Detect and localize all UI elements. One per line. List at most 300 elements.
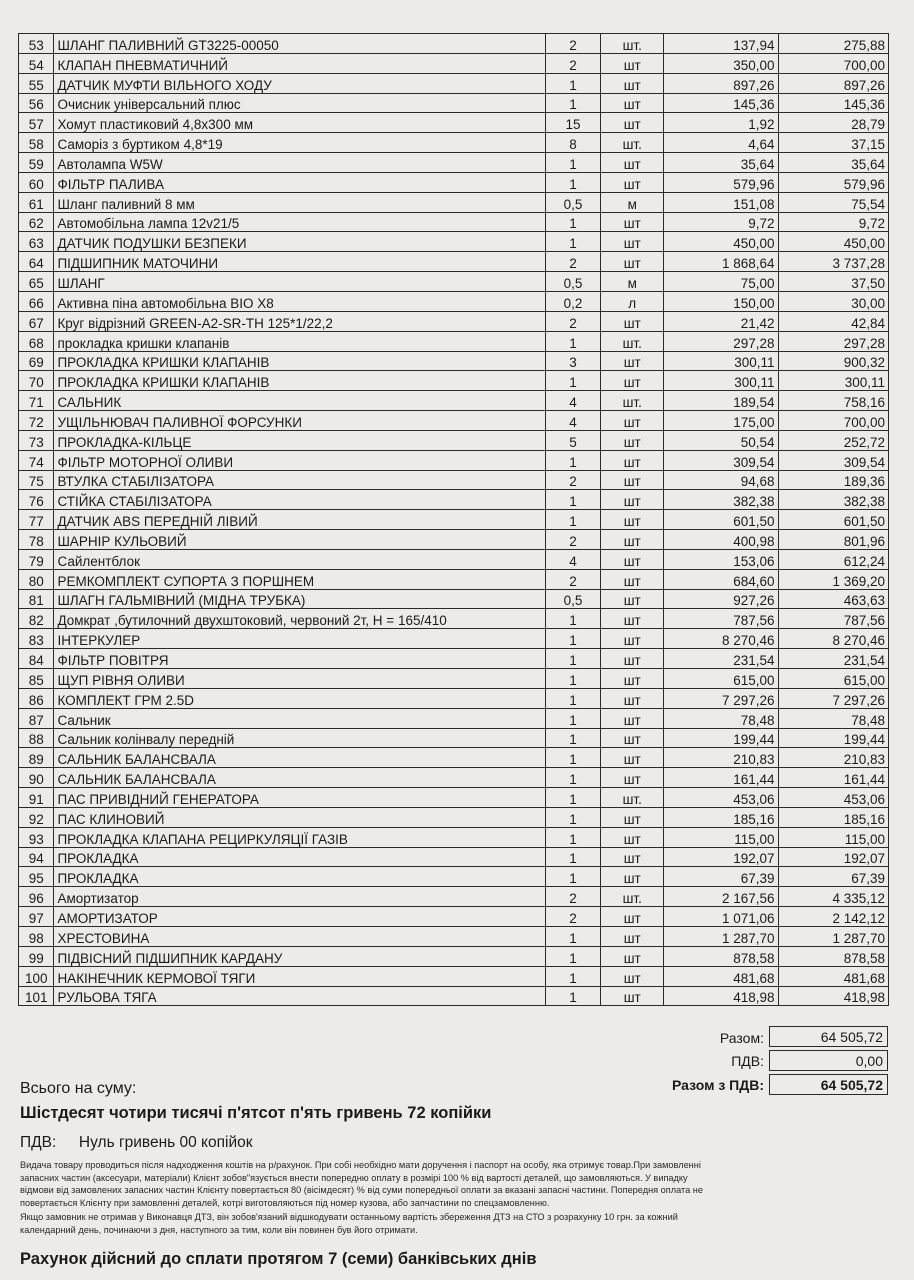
item-unit: м [601,272,664,292]
item-name: ІНТЕРКУЛЕР [54,629,545,649]
table-row [19,53,889,73]
item-sum: 37,50 [778,272,888,292]
item-name: Автолампа W5W [54,153,545,173]
item-unit: шт [601,986,664,1006]
total-label: Разом з ПДВ: [672,1077,764,1093]
item-quantity: 1 [545,986,601,1006]
item-unit: шт [601,649,664,669]
row-number: 73 [19,430,54,450]
item-sum: 231,54 [778,649,888,669]
item-quantity: 2 [545,311,601,331]
vat-label: ПДВ: [731,1053,764,1069]
item-sum: 161,44 [778,768,888,788]
item-name: Саморіз з буртиком 4,8*19 [54,133,545,153]
item-unit: шт [601,450,664,470]
item-name: ПАС КЛИНОВИЙ [54,807,545,827]
item-price: 927,26 [664,589,778,609]
item-unit: шт [601,867,664,887]
vat-words-text: Нуль гривень 00 копійок [78,1134,253,1151]
table-row [19,93,889,113]
item-quantity: 8 [545,133,601,153]
item-name: ШАРНІР КУЛЬОВИЙ [54,530,545,550]
item-sum: 801,96 [778,530,888,550]
table-row [19,768,889,788]
row-number: 101 [19,986,54,1006]
table-row [19,946,889,966]
table-row [19,192,889,212]
row-number: 87 [19,708,54,728]
item-price: 897,26 [664,73,778,93]
row-number: 53 [19,34,54,54]
item-unit: шт [601,93,664,113]
item-quantity: 1 [545,371,601,391]
item-quantity: 4 [545,391,601,411]
item-sum: 189,36 [778,470,888,490]
item-quantity: 1 [545,510,601,530]
item-unit: шт [601,708,664,728]
item-sum: 1 369,20 [778,569,888,589]
item-name: РУЛЬОВА ТЯГА [54,986,545,1006]
item-name: ДАТЧИК ABS ПЕРЕДНІЙ ЛІВИЙ [54,510,545,530]
validity-note: Рахунок дійсний до сплати протягом 7 (семи) банківських днів [20,1250,537,1268]
table-row [19,252,889,272]
item-quantity: 15 [545,113,601,133]
item-name: Автомобільна лампа 12v21/5 [54,212,545,232]
item-sum: 787,56 [778,609,888,629]
terms-line: запасних частин (аксесуари, матеріали) Клієнт зобов"язується внести попередню оплату в розмірі 100 % від вартості деталей, що замовляються. У випадку [20,1172,688,1183]
item-price: 78,48 [664,708,778,728]
item-name: Сальник [54,708,545,728]
table-row [19,411,889,431]
item-sum: 30,00 [778,291,888,311]
item-price: 1 287,70 [664,926,778,946]
item-price: 1 868,64 [664,252,778,272]
item-price: 210,83 [664,748,778,768]
item-unit: шт [601,589,664,609]
row-number: 57 [19,113,54,133]
table-row [19,351,889,371]
table-row [19,113,889,133]
item-price: 1,92 [664,113,778,133]
table-row [19,430,889,450]
item-price: 4,64 [664,133,778,153]
table-row [19,649,889,669]
item-price: 450,00 [664,232,778,252]
item-name: Шланг паливний 8 мм [54,192,545,212]
table-row [19,867,889,887]
table-row [19,986,889,1006]
item-unit: шт [601,549,664,569]
item-quantity: 0,5 [545,192,601,212]
item-sum: 28,79 [778,113,888,133]
items-table-body [19,34,889,1006]
table-row [19,589,889,609]
table-row [19,391,889,411]
table-row [19,609,889,629]
item-unit: шт [601,966,664,986]
item-sum: 9,72 [778,212,888,232]
item-price: 115,00 [664,827,778,847]
item-quantity: 1 [545,728,601,748]
row-number: 81 [19,589,54,609]
item-price: 481,68 [664,966,778,986]
table-row [19,847,889,867]
item-sum: 878,58 [778,946,888,966]
item-unit: шт [601,569,664,589]
item-name: ПРОКЛАДКА КЛАПАНА РЕЦИРКУЛЯЦІЇ ГАЗІВ [54,827,545,847]
item-unit: шт [601,172,664,192]
item-quantity: 1 [545,768,601,788]
row-number: 97 [19,907,54,927]
row-number: 96 [19,887,54,907]
item-unit: шт [601,351,664,371]
item-sum: 309,54 [778,450,888,470]
row-number: 58 [19,133,54,153]
item-price: 75,00 [664,272,778,292]
item-name: Сайлентблок [54,549,545,569]
item-name: ПІДШИПНИК МАТОЧИНИ [54,252,545,272]
item-unit: шт [601,510,664,530]
item-name: ПРОКЛАДКА-КІЛЬЦЕ [54,430,545,450]
item-name: АМОРТИЗАТОР [54,907,545,927]
item-price: 579,96 [664,172,778,192]
row-number: 67 [19,311,54,331]
item-name: ШЛАНГ ПАЛИВНИЙ GT3225-00050 [54,34,545,54]
row-number: 93 [19,827,54,847]
item-name: ПРОКЛАДКА [54,867,545,887]
terms-line: повертається Клієнту при замовленні деталей, котрі виготовляються під номер кузова, або запчастини по спецзамовленню. [20,1197,550,1208]
table-row [19,926,889,946]
row-number: 68 [19,331,54,351]
item-price: 35,64 [664,153,778,173]
row-number: 62 [19,212,54,232]
item-quantity: 1 [545,232,601,252]
item-sum: 382,38 [778,490,888,510]
item-unit: шт [601,728,664,748]
item-unit: м [601,192,664,212]
table-row [19,669,889,689]
item-sum: 42,84 [778,311,888,331]
item-price: 453,06 [664,788,778,808]
row-number: 88 [19,728,54,748]
row-number: 100 [19,966,54,986]
item-quantity: 1 [545,649,601,669]
row-number: 89 [19,748,54,768]
item-unit: шт [601,470,664,490]
table-row [19,291,889,311]
table-row [19,549,889,569]
item-quantity: 0,5 [545,589,601,609]
item-name: КЛАПАН ПНЕВМАТИЧНИЙ [54,53,545,73]
table-row [19,331,889,351]
item-price: 189,54 [664,391,778,411]
row-number: 76 [19,490,54,510]
item-sum: 8 270,46 [778,629,888,649]
table-row [19,73,889,93]
vat-value: 0,00 [769,1050,888,1071]
item-quantity: 1 [545,788,601,808]
item-sum: 601,50 [778,510,888,530]
item-quantity: 1 [545,847,601,867]
item-sum: 897,26 [778,73,888,93]
item-quantity: 1 [545,926,601,946]
sum-in-words: Шістдесят чотири тисячі п'ятсот п'ять гривень 72 копійки [20,1104,492,1122]
item-sum: 2 142,12 [778,907,888,927]
item-name: САЛЬНИК БАЛАНСВАЛА [54,768,545,788]
table-row [19,530,889,550]
row-number: 74 [19,450,54,470]
item-unit: шт [601,53,664,73]
item-sum: 210,83 [778,748,888,768]
table-row [19,510,889,530]
item-sum: 185,16 [778,807,888,827]
table-row [19,172,889,192]
row-number: 78 [19,530,54,550]
item-name: НАКІНЕЧНИК КЕРМОВОЇ ТЯГИ [54,966,545,986]
item-name: УЩІЛЬНЮВАЧ ПАЛИВНОЇ ФОРСУНКИ [54,411,545,431]
item-unit: шт. [601,391,664,411]
sum-words-label: Всього на суму: [20,1080,137,1097]
item-sum: 78,48 [778,708,888,728]
item-quantity: 2 [545,530,601,550]
table-row [19,272,889,292]
item-quantity: 1 [545,867,601,887]
item-price: 175,00 [664,411,778,431]
item-name: РЕМКОМПЛЕКТ СУПОРТА З ПОРШНЕМ [54,569,545,589]
table-row [19,827,889,847]
item-sum: 3 737,28 [778,252,888,272]
item-unit: шт. [601,788,664,808]
item-price: 185,16 [664,807,778,827]
item-unit: шт [601,430,664,450]
item-quantity: 1 [545,708,601,728]
item-unit: шт [601,252,664,272]
item-unit: шт. [601,887,664,907]
item-quantity: 2 [545,34,601,54]
table-row [19,133,889,153]
item-price: 300,11 [664,371,778,391]
item-sum: 300,11 [778,371,888,391]
item-unit: шт [601,490,664,510]
item-price: 145,36 [664,93,778,113]
item-unit: шт [601,153,664,173]
items-table [18,33,889,1006]
item-sum: 297,28 [778,331,888,351]
item-price: 350,00 [664,53,778,73]
table-row [19,728,889,748]
item-price: 7 297,26 [664,688,778,708]
terms-line: відмови від замовлених запасних частин Клієнту повертається 80 (вісімдесят) % від суми попередньої оплати за вказані запасні частини. Попередня оплата не [20,1185,703,1195]
item-sum: 450,00 [778,232,888,252]
item-name: ДАТЧИК МУФТИ ВІЛЬНОГО ХОДУ [54,73,545,93]
table-row [19,708,889,728]
item-sum: 418,98 [778,986,888,1006]
row-number: 85 [19,669,54,689]
item-price: 153,06 [664,549,778,569]
item-quantity: 1 [545,807,601,827]
item-quantity: 1 [545,331,601,351]
row-number: 91 [19,788,54,808]
item-unit: л [601,291,664,311]
row-number: 61 [19,192,54,212]
item-quantity: 1 [545,629,601,649]
item-unit: шт [601,827,664,847]
total-value: 64 505,72 [769,1074,888,1095]
table-row [19,490,889,510]
row-number: 56 [19,93,54,113]
item-quantity: 2 [545,470,601,490]
item-sum: 579,96 [778,172,888,192]
row-number: 63 [19,232,54,252]
row-number: 90 [19,768,54,788]
item-name: Амортизатор [54,887,545,907]
item-sum: 192,07 [778,847,888,867]
item-unit: шт [601,926,664,946]
item-quantity: 1 [545,490,601,510]
row-number: 59 [19,153,54,173]
item-unit: шт [601,688,664,708]
item-sum: 1 287,70 [778,926,888,946]
row-number: 69 [19,351,54,371]
item-price: 418,98 [664,986,778,1006]
item-sum: 7 297,26 [778,688,888,708]
item-sum: 145,36 [778,93,888,113]
item-unit: шт. [601,331,664,351]
item-name: Хомут пластиковий 4,8х300 мм [54,113,545,133]
item-sum: 67,39 [778,867,888,887]
item-price: 67,39 [664,867,778,887]
table-row [19,887,889,907]
item-sum: 700,00 [778,411,888,431]
item-quantity: 1 [545,212,601,232]
item-price: 137,94 [664,34,778,54]
item-unit: шт [601,768,664,788]
item-quantity: 1 [545,946,601,966]
item-quantity: 0,5 [545,272,601,292]
table-row [19,153,889,173]
item-quantity: 4 [545,549,601,569]
item-sum: 275,88 [778,34,888,54]
item-name: ВТУЛКА СТАБІЛІЗАТОРА [54,470,545,490]
item-price: 94,68 [664,470,778,490]
item-quantity: 4 [545,411,601,431]
row-number: 54 [19,53,54,73]
item-price: 161,44 [664,768,778,788]
row-number: 72 [19,411,54,431]
vat-words-label: ПДВ: [20,1134,57,1151]
item-quantity: 2 [545,53,601,73]
item-unit: шт [601,807,664,827]
table-row [19,629,889,649]
item-price: 9,72 [664,212,778,232]
item-name: ШЛАНГ [54,272,545,292]
item-unit: шт [601,946,664,966]
item-unit: шт [601,212,664,232]
row-number: 83 [19,629,54,649]
table-row [19,966,889,986]
item-price: 231,54 [664,649,778,669]
item-quantity: 5 [545,430,601,450]
item-name: ФІЛЬТР МОТОРНОЇ ОЛИВИ [54,450,545,470]
item-unit: шт [601,748,664,768]
item-sum: 75,54 [778,192,888,212]
item-sum: 37,15 [778,133,888,153]
item-sum: 758,16 [778,391,888,411]
row-number: 66 [19,291,54,311]
item-name: ПІДВІСНИЙ ПІДШИПНИК КАРДАНУ [54,946,545,966]
item-name: ЩУП РІВНЯ ОЛИВИ [54,669,545,689]
row-number: 79 [19,549,54,569]
item-name: Очисник універсальний плюс [54,93,545,113]
item-price: 21,42 [664,311,778,331]
item-quantity: 1 [545,748,601,768]
subtotal-label: Разом: [719,1030,764,1046]
row-number: 55 [19,73,54,93]
item-unit: шт. [601,34,664,54]
item-name: ПРОКЛАДКА КРИШКИ КЛАПАНІВ [54,351,545,371]
item-name: ПРОКЛАДКА [54,847,545,867]
item-quantity: 2 [545,569,601,589]
row-number: 99 [19,946,54,966]
table-row [19,569,889,589]
item-price: 684,60 [664,569,778,589]
table-row [19,232,889,252]
item-price: 300,11 [664,351,778,371]
item-quantity: 1 [545,73,601,93]
row-number: 77 [19,510,54,530]
table-row [19,807,889,827]
item-unit: шт [601,371,664,391]
table-row [19,470,889,490]
item-quantity: 2 [545,887,601,907]
item-sum: 4 335,12 [778,887,888,907]
item-name: САЛЬНИК БАЛАНСВАЛА [54,748,545,768]
item-quantity: 1 [545,966,601,986]
row-number: 65 [19,272,54,292]
item-name: СТІЙКА СТАБІЛІЗАТОРА [54,490,545,510]
item-name: Активна піна автомобільна BIO X8 [54,291,545,311]
item-price: 400,98 [664,530,778,550]
item-name: ДАТЧИК ПОДУШКИ БЕЗПЕКИ [54,232,545,252]
item-name: Сальник колінвалу передній [54,728,545,748]
item-quantity: 1 [545,688,601,708]
item-price: 151,08 [664,192,778,212]
row-number: 80 [19,569,54,589]
row-number: 94 [19,847,54,867]
table-row [19,688,889,708]
row-number: 84 [19,649,54,669]
item-unit: шт [601,609,664,629]
table-row [19,788,889,808]
row-number: 82 [19,609,54,629]
item-sum: 900,32 [778,351,888,371]
item-name: ПРОКЛАДКА КРИШКИ КЛАПАНІВ [54,371,545,391]
item-sum: 700,00 [778,53,888,73]
item-unit: шт. [601,133,664,153]
row-number: 64 [19,252,54,272]
item-quantity: 1 [545,669,601,689]
item-sum: 35,64 [778,153,888,173]
item-price: 199,44 [664,728,778,748]
item-name: САЛЬНИК [54,391,545,411]
item-price: 1 071,06 [664,907,778,927]
table-row [19,34,889,54]
item-sum: 481,68 [778,966,888,986]
item-price: 615,00 [664,669,778,689]
item-sum: 453,06 [778,788,888,808]
table-row [19,907,889,927]
terms-notes [20,1159,890,1236]
